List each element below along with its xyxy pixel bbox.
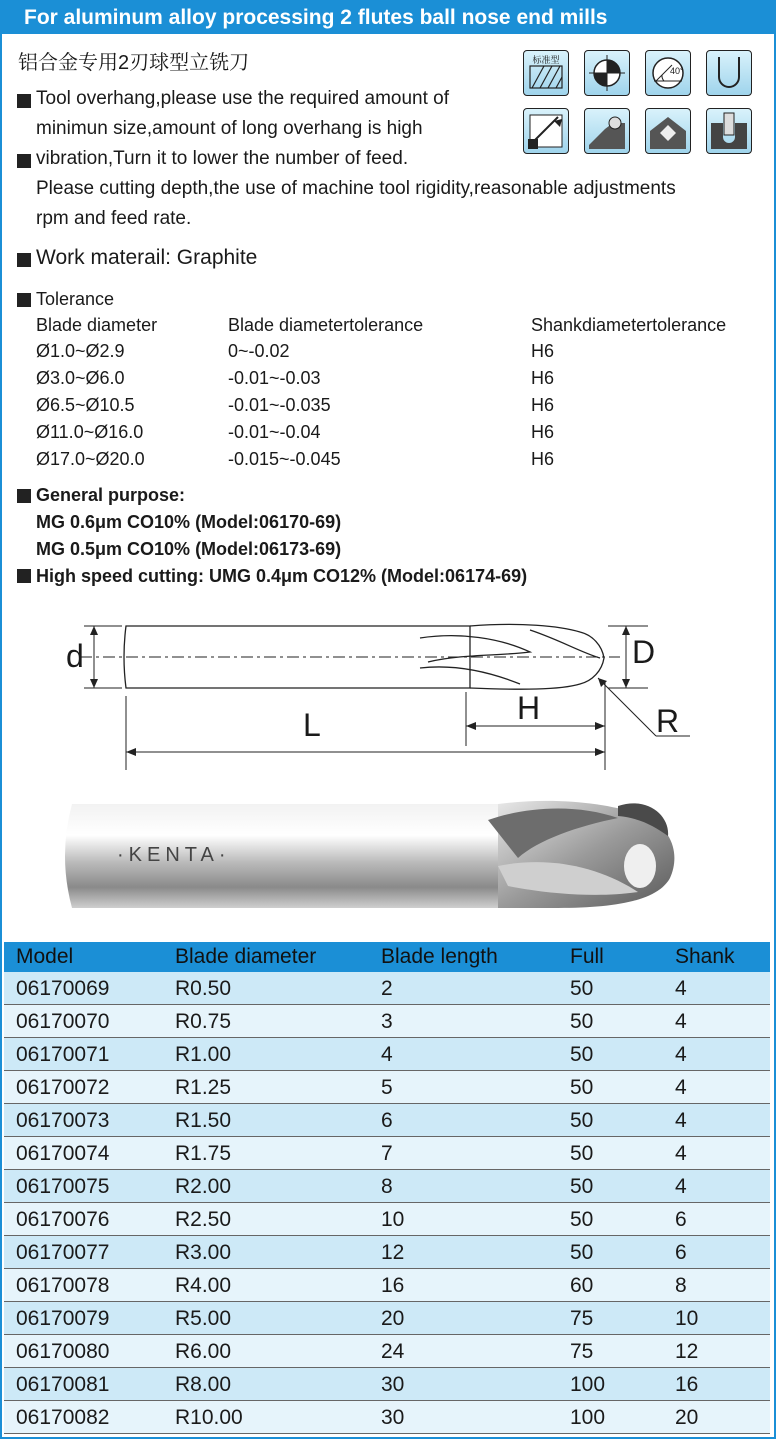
tolerance-cell: Ø11.0~Ø16.0 [36,422,144,442]
cell-model: 06170072 [16,1076,110,1099]
tolerance-cell: -0.01~-0.035 [228,395,331,415]
slope-milling-icon [584,108,630,154]
cell-blade-length: 8 [381,1175,393,1198]
cell-model: 06170074 [16,1142,110,1165]
cell-full-length: 50 [570,1109,594,1132]
cell-full-length: 50 [570,1010,594,1033]
cell-shank: 4 [675,1076,687,1099]
cell-shank: 20 [675,1406,699,1429]
note-line-4: Please cutting depth,the use of machine tool rigidity,reasonable adjustments [36,178,676,199]
note-line-3: vibration,Turn it to lower the number of feed. [36,148,409,169]
cell-full-length: 50 [570,1208,594,1231]
bullet-square [17,154,31,168]
header-full: Full [570,945,604,968]
cell-full-length: 100 [570,1373,606,1396]
table-header [4,942,770,972]
cell-blade-length: 4 [381,1043,393,1066]
cell-model: 06170078 [16,1274,110,1297]
cell-shank: 16 [675,1373,699,1396]
tolerance-col-blade-tol: Blade diametertolerance [228,315,424,335]
cell-full-length: 50 [570,977,594,1000]
tolerance-cell: Ø17.0~Ø20.0 [36,449,145,469]
cell-full-length: 75 [570,1307,594,1330]
label-H: H [517,690,541,726]
table-row [4,1203,770,1236]
cell-blade-diameter: R1.50 [175,1109,232,1132]
helix-40-icon: 40° [645,50,691,96]
table-row [4,1269,770,1302]
table-row [4,1335,770,1368]
cell-blade-diameter: R10.00 [175,1406,243,1429]
tolerance-cell: Ø6.5~Ø10.5 [36,395,135,415]
general-purpose-grade-2: MG 0.5μm CO10% (Model:06173-69) [36,539,342,559]
cell-blade-diameter: R6.00 [175,1340,232,1363]
table-row [4,972,770,1005]
cell-shank: 4 [675,977,687,1000]
tolerance-heading: Tolerance [36,289,115,309]
note-line-1: Tool overhang,please use the required amount of [36,88,449,109]
tolerance-cell: H6 [531,422,555,442]
cell-full-length: 50 [570,1142,594,1165]
chinese-subtitle: 铝合金专用2刃球型立铣刀 [18,52,250,74]
table-row [4,1368,770,1401]
cell-blade-length: 2 [381,977,393,1000]
standard-type-icon: 标准型 [523,50,569,96]
cell-blade-length: 30 [381,1373,405,1396]
high-speed-grade: High speed cutting: UMG 0.4μm CO12% (Model:06174-69) [36,566,528,586]
cell-blade-length: 6 [381,1109,393,1132]
cell-blade-length: 30 [381,1406,405,1429]
tool-dimension-drawing [60,612,700,782]
tolerance-col-blade: Blade diameter [36,315,158,335]
feature-icons [523,50,755,160]
table-row [4,1038,770,1071]
cell-model: 06170080 [16,1340,110,1363]
cell-blade-diameter: R5.00 [175,1307,232,1330]
tolerance-cell: -0.01~-0.04 [228,422,321,442]
page-title: For aluminum alloy processing 2 flutes ball nose end mills [2,2,774,34]
cell-model: 06170073 [16,1109,110,1132]
cell-blade-diameter: R1.00 [175,1043,232,1066]
cell-shank: 4 [675,1043,687,1066]
cell-blade-length: 24 [381,1340,405,1363]
label-R: R [656,703,680,739]
cell-full-length: 50 [570,1043,594,1066]
general-purpose-label: General purpose: [36,485,186,505]
bullet-square [17,94,31,108]
tolerance-cell: -0.015~-0.045 [228,449,341,469]
cell-blade-length: 12 [381,1241,405,1264]
cell-shank: 6 [675,1241,687,1264]
bullet-square [17,253,31,267]
pocket-milling-icon [645,108,691,154]
feed-direction-icon [523,108,569,154]
cell-full-length: 50 [570,1175,594,1198]
label-L: L [303,707,321,743]
table-row [4,1104,770,1137]
cell-blade-diameter: R0.50 [175,977,232,1000]
cell-model: 06170079 [16,1307,110,1330]
note-line-2: minimun size,amount of long overhang is high [36,118,423,139]
label-d: d [66,638,84,674]
table-row [4,1236,770,1269]
cell-blade-diameter: R2.50 [175,1208,232,1231]
cell-model: 06170076 [16,1208,110,1231]
brand-mark: ·KENTA· [117,844,231,866]
cell-blade-diameter: R3.00 [175,1241,232,1264]
cell-full-length: 50 [570,1076,594,1099]
table-row [4,1071,770,1104]
tolerance-cell: H6 [531,341,555,361]
cell-blade-diameter: R8.00 [175,1373,232,1396]
cell-full-length: 50 [570,1241,594,1264]
cell-shank: 4 [675,1175,687,1198]
cell-blade-length: 16 [381,1274,405,1297]
cell-shank: 4 [675,1010,687,1033]
tolerance-cell: 0~-0.02 [228,341,290,361]
cell-shank: 10 [675,1307,699,1330]
cell-full-length: 60 [570,1274,594,1297]
cell-blade-length: 20 [381,1307,405,1330]
tolerance-cell: -0.01~-0.03 [228,368,321,388]
table-row [4,1005,770,1038]
tolerance-cell: H6 [531,449,555,469]
cell-model: 06170071 [16,1043,110,1066]
bullet-square [17,489,31,503]
cell-shank: 4 [675,1142,687,1165]
cell-model: 06170082 [16,1406,110,1429]
cell-blade-diameter: R4.00 [175,1274,232,1297]
cell-shank: 8 [675,1274,687,1297]
spec-table [4,942,770,1434]
table-row [4,1302,770,1335]
cell-model: 06170081 [16,1373,110,1396]
cell-blade-diameter: R1.75 [175,1142,232,1165]
cell-shank: 6 [675,1208,687,1231]
cell-shank: 12 [675,1340,699,1363]
groove-milling-icon [706,108,752,154]
cell-model: 06170077 [16,1241,110,1264]
cell-blade-length: 10 [381,1208,405,1231]
table-row [4,1137,770,1170]
cell-blade-diameter: R1.25 [175,1076,232,1099]
note-line-5: rpm and feed rate. [36,208,192,229]
table-row [4,1170,770,1203]
general-purpose-grade-1: MG 0.6μm CO10% (Model:06170-69) [36,512,342,532]
cell-blade-length: 7 [381,1142,393,1165]
tolerance-cell: H6 [531,395,555,415]
cell-model: 06170069 [16,977,110,1000]
cell-blade-diameter: R0.75 [175,1010,232,1033]
cell-blade-diameter: R2.00 [175,1175,232,1198]
tolerance-col-shank-tol: Shankdiametertolerance [531,315,727,335]
cell-full-length: 75 [570,1340,594,1363]
table-row [4,1401,770,1434]
cell-model: 06170070 [16,1010,110,1033]
header-shank: Shank [675,945,735,968]
ball-nose-profile-icon [706,50,752,96]
cell-full-length: 100 [570,1406,606,1429]
header-blade-diameter: Blade diameter [175,945,317,968]
header-blade-length: Blade length [381,945,498,968]
bullet-square [17,293,31,307]
cell-blade-length: 3 [381,1010,393,1033]
tolerance-cell: Ø3.0~Ø6.0 [36,368,125,388]
cross-section-icon [584,50,630,96]
cell-blade-length: 5 [381,1076,393,1099]
cell-model: 06170075 [16,1175,110,1198]
tolerance-cell: H6 [531,368,555,388]
label-D: D [632,634,656,670]
bullet-square [17,569,31,583]
tolerance-cell: Ø1.0~Ø2.9 [36,341,125,361]
header-model: Model [16,945,74,968]
work-material: Work materail: Graphite [36,246,258,269]
cell-shank: 4 [675,1109,687,1132]
